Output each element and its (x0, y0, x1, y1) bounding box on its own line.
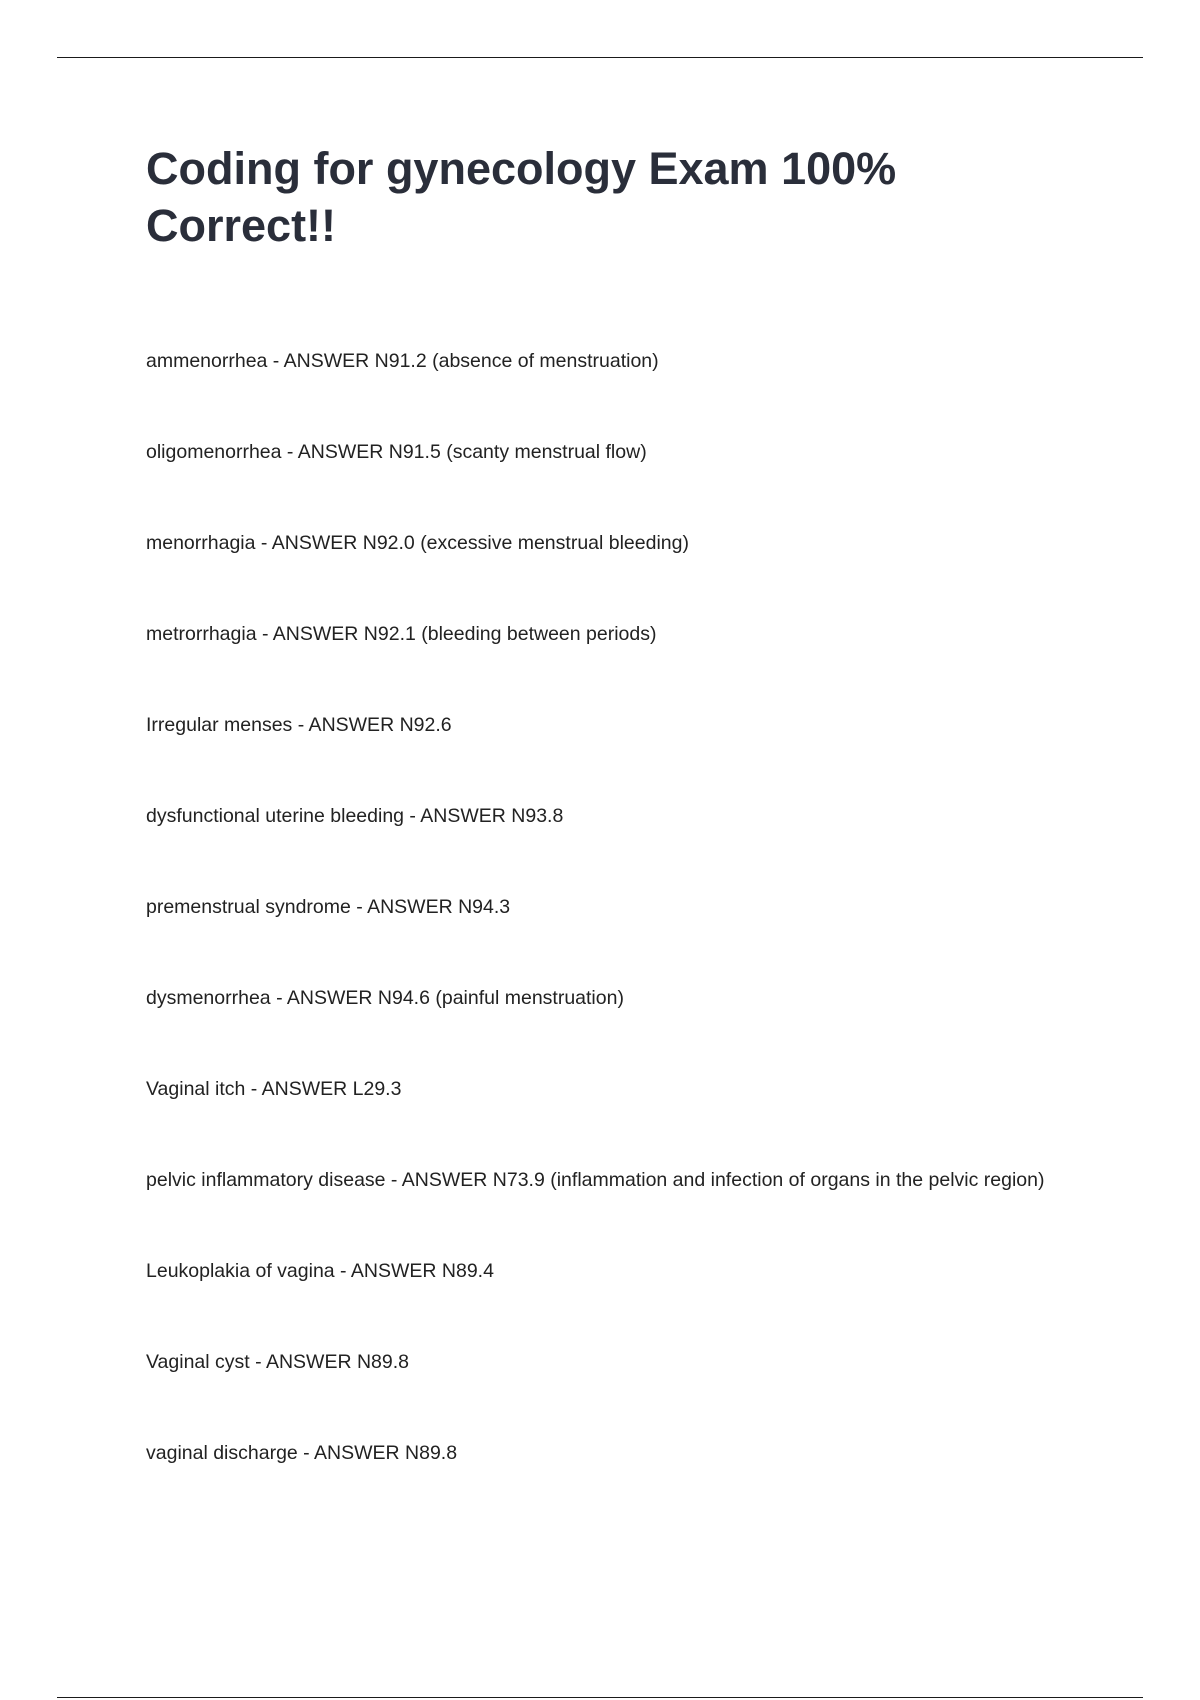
top-rule (57, 57, 1143, 58)
qa-item: Vaginal itch - ANSWER L29.3 (146, 1078, 402, 1100)
document-body (146, 140, 1046, 1464)
qa-item: ammenorrhea - ANSWER N91.2 (absence of menstruation) (146, 350, 659, 372)
qa-item: pelvic inflammatory disease - ANSWER N73.9 (inflammation and infection of organs in the pelvic region) (146, 1169, 1045, 1191)
qa-item: dysfunctional uterine bleeding - ANSWER N93.8 (146, 805, 564, 827)
qa-list (146, 346, 1046, 1468)
qa-item: vaginal discharge - ANSWER N89.8 (146, 1442, 458, 1464)
document-title: Coding for gynecology Exam 100% Correct!! (146, 143, 897, 251)
qa-item: Irregular menses - ANSWER N92.6 (146, 714, 452, 736)
qa-item: premenstrual syndrome - ANSWER N94.3 (146, 896, 511, 918)
qa-item: Vaginal cyst - ANSWER N89.8 (146, 1351, 409, 1373)
qa-item: dysmenorrhea - ANSWER N94.6 (painful menstruation) (146, 987, 624, 1009)
qa-item: Leukoplakia of vagina - ANSWER N89.4 (146, 1260, 494, 1282)
qa-item: oligomenorrhea - ANSWER N91.5 (scanty menstrual flow) (146, 441, 647, 463)
qa-item: metrorrhagia - ANSWER N92.1 (bleeding between periods) (146, 623, 657, 645)
bottom-rule (57, 1697, 1143, 1698)
qa-item: menorrhagia - ANSWER N92.0 (excessive menstrual bleeding) (146, 532, 689, 554)
